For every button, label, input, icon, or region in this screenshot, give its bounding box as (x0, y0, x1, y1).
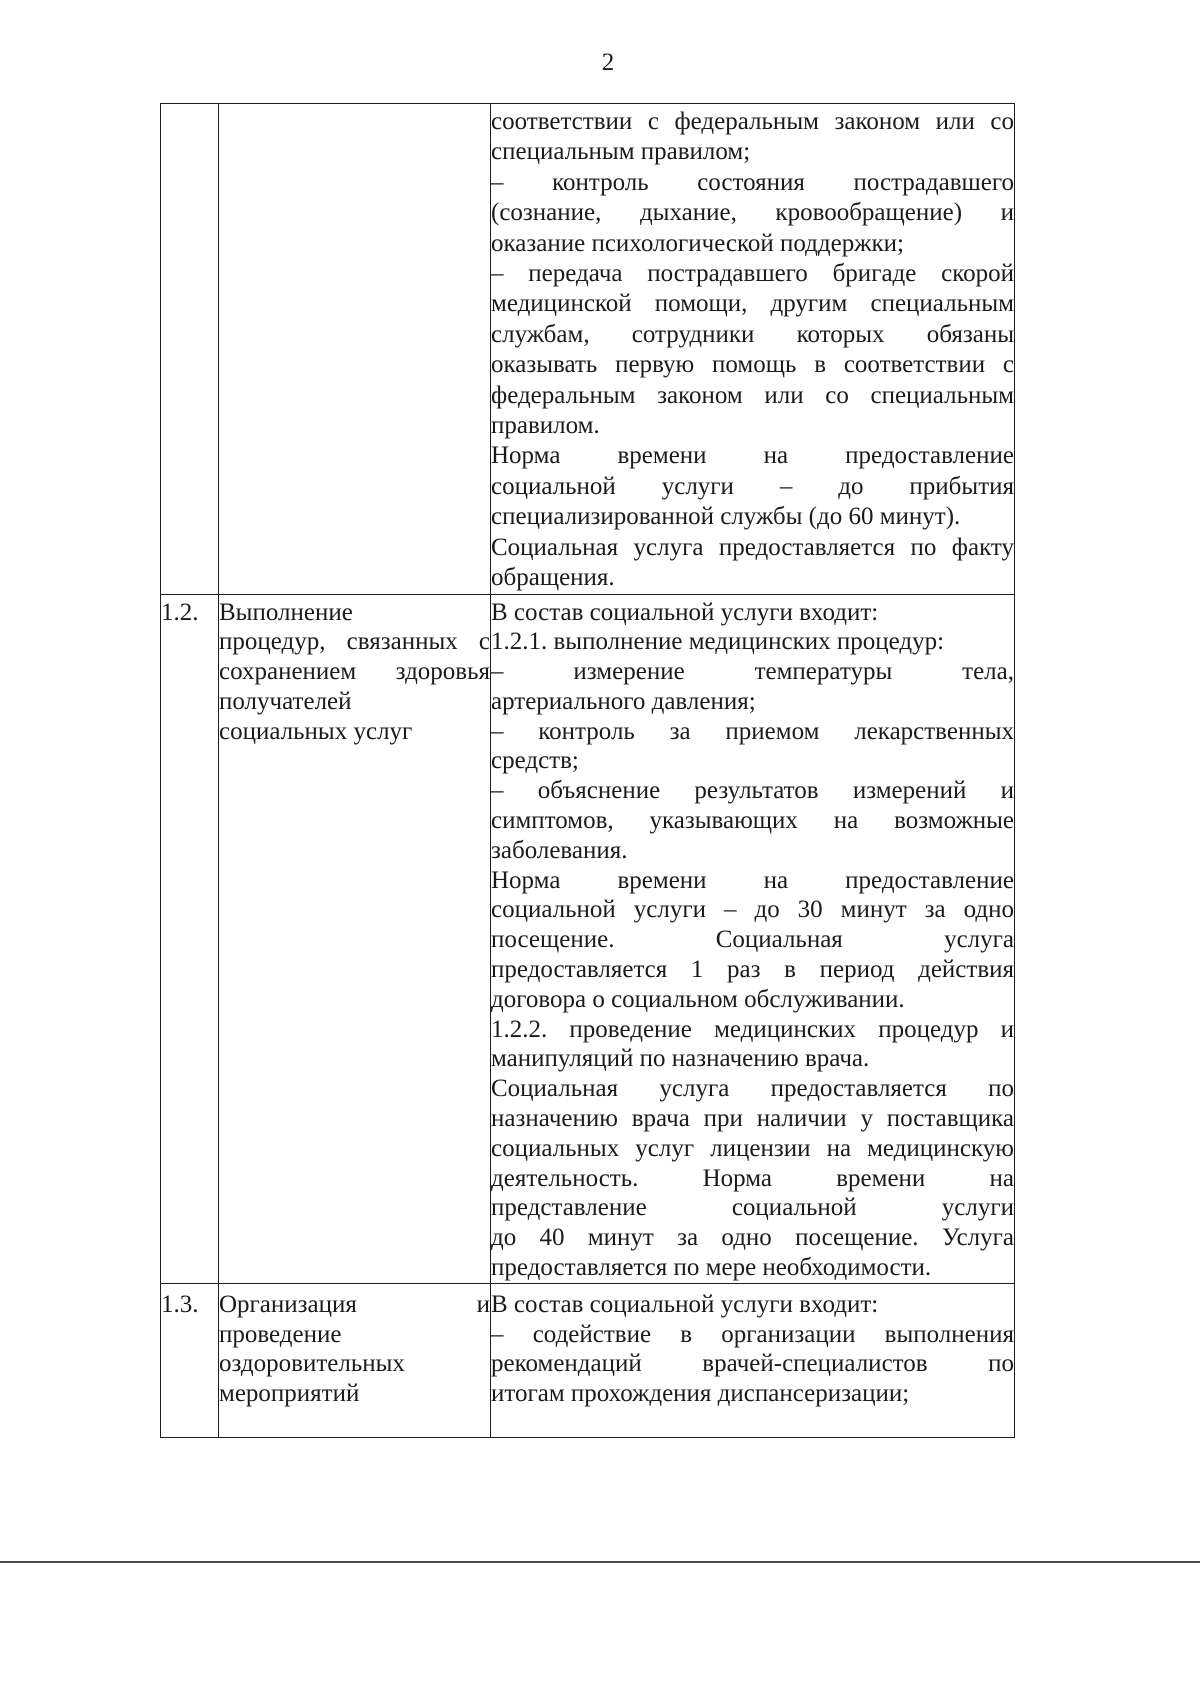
text-line: специализированной службы (до 60 минут). (491, 503, 961, 531)
text-line: социальных услуг лицензии на медицинскую (491, 1134, 1014, 1162)
paragraph (491, 717, 1014, 777)
table-row (161, 104, 1015, 595)
text-line: получателей (219, 687, 352, 715)
table-row (161, 1283, 1015, 1437)
paragraph (491, 657, 1014, 717)
service-description-cell (491, 104, 1015, 595)
text-line: федеральным законом или со специальным (491, 381, 1014, 409)
item-number-cell: 1.2. (161, 594, 219, 1283)
text-line: 1.2.2. проведение медицинских процедур и (491, 1015, 1014, 1043)
text-line: – объяснение результатов измерений и (491, 777, 1014, 805)
text-line: артериального давления; (491, 687, 756, 715)
paragraph (491, 627, 1014, 657)
text-line: до 40 минут за одно посещение. Услуга (491, 1224, 1014, 1252)
text-line: оказывать первую помощь в соответствии с (491, 351, 1014, 379)
text-line: – контроль за приемом лекарственных (491, 717, 1014, 745)
paragraph (491, 533, 1014, 594)
paragraph (219, 598, 490, 747)
paragraph (491, 598, 1014, 628)
text-line: мероприятий (219, 1380, 360, 1408)
text-line: Норма времени на предоставление (491, 442, 1014, 470)
text-line: Организация и (219, 1290, 490, 1318)
text-line: средств; (491, 747, 579, 775)
scan-edge-line (0, 1561, 1200, 1563)
text-line: посещение. Социальная услуга (491, 926, 1014, 954)
service-name-cell (219, 104, 491, 595)
page-number: 2 (601, 49, 615, 76)
text-line: предоставляется 1 раз в период действия (491, 956, 1014, 984)
text-line: Норма времени на предоставление (491, 866, 1014, 894)
text-line: службам, сотрудники которых обязаны (491, 320, 1014, 348)
text-line: процедур, связанных с (219, 628, 490, 656)
text-line: (сознание, дыхание, кровообращение) и (491, 199, 1014, 227)
paragraph (491, 259, 1014, 441)
text-line: Социальная услуга предоставляется по факту (491, 533, 1014, 561)
text-line: правилом. (491, 412, 600, 440)
item-number-cell: 1.3. (161, 1283, 219, 1437)
paragraph (491, 1290, 1014, 1320)
text-line: – измерение температуры тела, (491, 658, 1014, 686)
text-line: медицинской помощи, другим специальным (491, 290, 1014, 318)
paragraph (219, 1290, 490, 1409)
paragraph (491, 441, 1014, 532)
services-table (160, 103, 1015, 1438)
text-line: социальной услуги – до 30 минут за одно (491, 896, 1014, 924)
text-line: итогам прохождения диспансеризации; (491, 1380, 910, 1408)
text-line: В состав социальной услуги входит: (491, 598, 879, 626)
text-line: специальным правилом; (491, 138, 751, 166)
item-number-cell (161, 104, 219, 595)
text-line: деятельность. Норма времени на (491, 1164, 1014, 1192)
text-line: – передача пострадавшего бригаде скорой (491, 260, 1014, 288)
paragraph (491, 1320, 1014, 1409)
text-line: договора о социальном обслуживании. (491, 985, 905, 1013)
text-line: предоставляется по мере необходимости. (491, 1254, 932, 1282)
service-description-cell (491, 1283, 1015, 1437)
table-row (161, 594, 1015, 1283)
paragraph (491, 1015, 1014, 1075)
text-line: Социальная услуга предоставляется по (491, 1075, 1014, 1103)
text-line: обращения. (491, 564, 615, 592)
service-name-cell (219, 594, 491, 1283)
paragraph (491, 168, 1014, 259)
text-line: соответствии с федеральным законом или со (491, 108, 1014, 135)
paragraph (491, 107, 1014, 168)
text-line: заболевания. (491, 836, 628, 864)
text-line: оказание психологической поддержки; (491, 229, 904, 257)
text-line: представление социальной услуги (491, 1194, 1014, 1222)
text-line: назначению врача при наличии у поставщика (491, 1105, 1014, 1133)
text-line: проведение (219, 1320, 342, 1348)
text-line: социальной услуги – до прибытия (491, 472, 1014, 500)
service-description-cell (491, 594, 1015, 1283)
text-line: оздоровительных (219, 1350, 405, 1378)
text-line: В состав социальной услуги входит: (491, 1290, 879, 1318)
paragraph (491, 776, 1014, 865)
text-line: Выполнение (219, 598, 353, 626)
text-line: социальных услуг (219, 717, 413, 745)
paragraph (491, 1074, 1014, 1283)
text-line: рекомендаций врачей-специалистов по (491, 1350, 1014, 1378)
paragraph (491, 866, 1014, 1015)
text-line: сохранением здоровья (219, 658, 490, 686)
text-line: симптомов, указывающих на возможные (491, 807, 1014, 835)
text-line: – содействие в организации выполнения (491, 1320, 1014, 1348)
text-line: – контроль состояния пострадавшего (491, 168, 1014, 196)
service-name-cell (219, 1283, 491, 1437)
text-line: манипуляций по назначению врача. (491, 1045, 870, 1073)
text-line: 1.2.1. выполнение медицинских процедур: (491, 628, 945, 656)
